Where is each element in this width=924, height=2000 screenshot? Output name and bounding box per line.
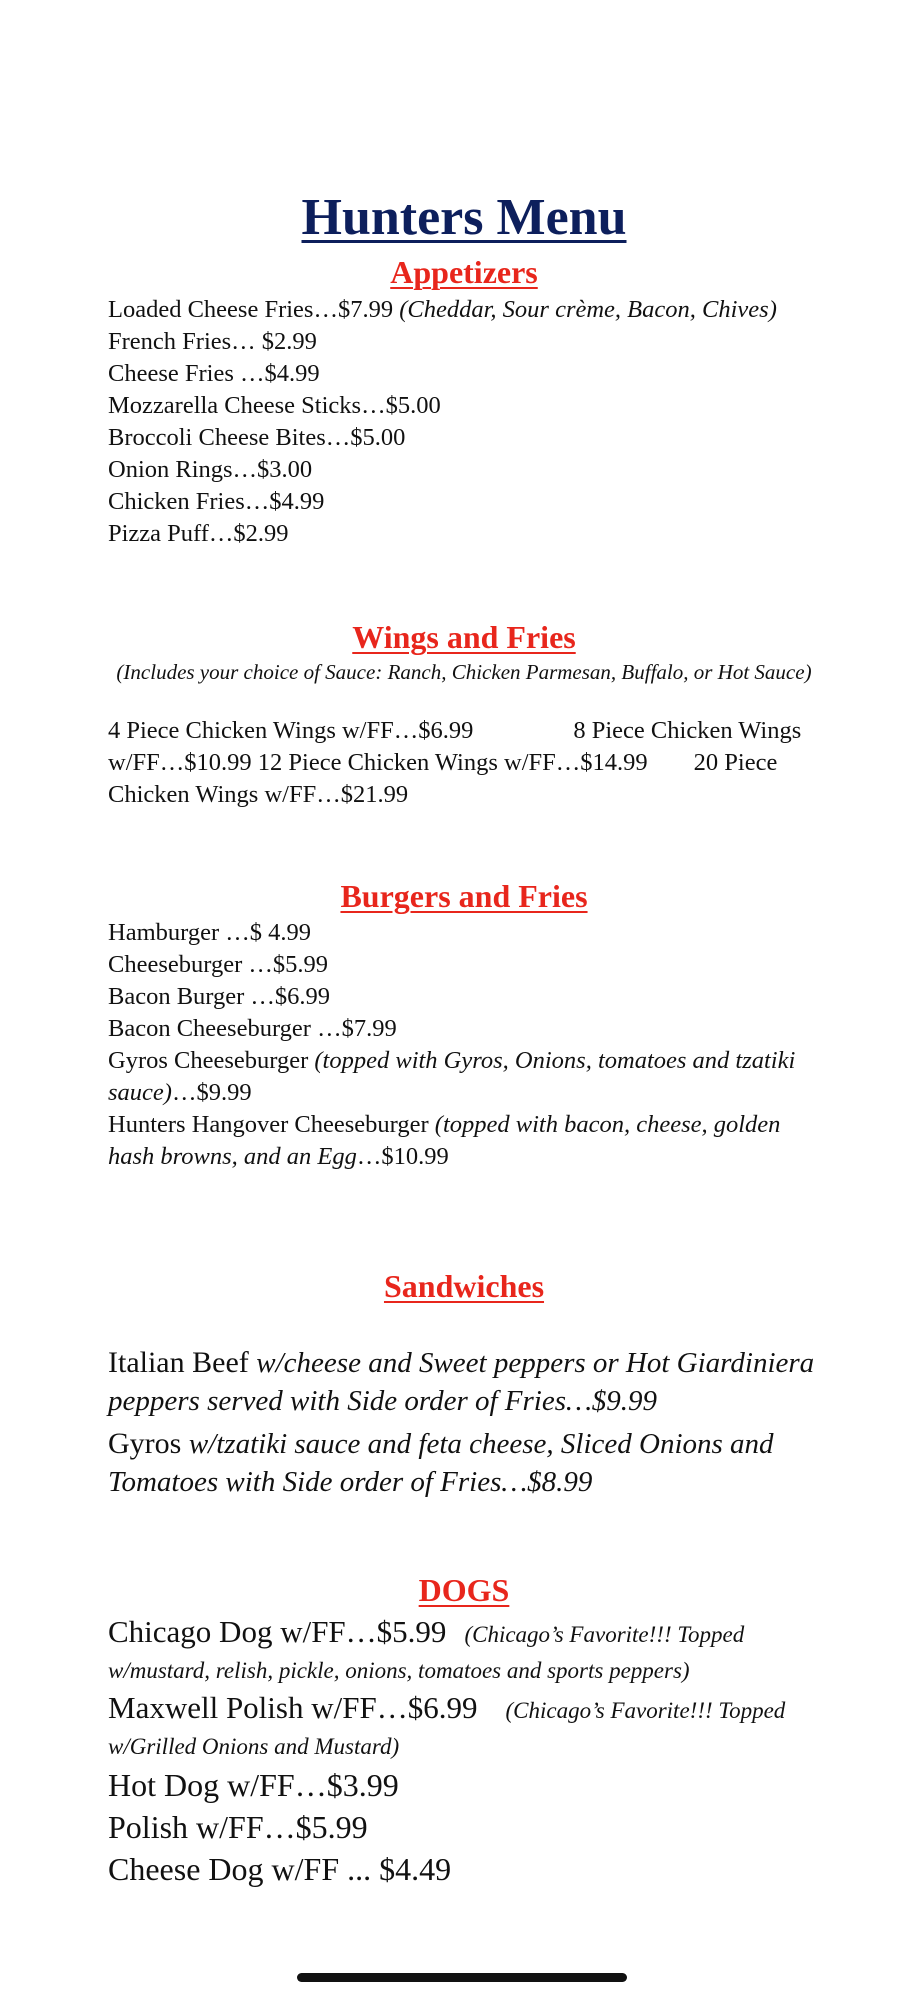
item-text: Gyros Cheeseburger xyxy=(108,1047,315,1074)
menu-title-wrap xyxy=(108,188,820,248)
menu-title: Hunters Menu xyxy=(301,189,627,246)
item-name: Italian Beef xyxy=(108,1346,257,1379)
menu-item: Hamburger …$ 4.99 xyxy=(108,919,311,946)
item-text: Chicago Dog w/FF…$5.99 xyxy=(108,1614,447,1649)
wings-heading-wrap xyxy=(108,617,820,657)
item-name: Gyros xyxy=(108,1427,189,1460)
item-note: (topped with bacon, cheese, golden hash browns, and an Egg xyxy=(108,1111,781,1170)
menu-item: Chicken Fries…$4.99 xyxy=(108,488,325,515)
sandwiches-list xyxy=(108,1344,824,1501)
item-desc: w/cheese and Sweet peppers or Hot Giardiniera peppers served with Side order of Fries…$9.99 xyxy=(108,1347,815,1417)
menu-item: Cheese Dog w/FF ... $4.49 xyxy=(108,1851,452,1887)
home-indicator[interactable] xyxy=(297,1973,627,1982)
appetizers-list xyxy=(108,294,820,550)
burgers-list xyxy=(108,917,820,1173)
dogs-list xyxy=(108,1614,828,1890)
appetizers-heading-wrap xyxy=(108,252,820,292)
menu-item: 8 Piece Chicken Wings w/FF…$10.99 xyxy=(108,717,802,776)
menu-item: Bacon Cheeseburger …$7.99 xyxy=(108,1015,397,1042)
menu-item: Polish w/FF…$5.99 xyxy=(108,1809,368,1845)
menu-item: French Fries… $2.99 xyxy=(108,328,317,355)
item-note: (Chicago’s Favorite!!! Topped w/mustard, relish, pickle, onions, tomatoes and sports peppers) xyxy=(108,1622,745,1683)
menu-item xyxy=(108,1045,820,1109)
menu-item: 4 Piece Chicken Wings w/FF…$6.99 xyxy=(108,717,474,744)
menu-item: Pizza Puff…$2.99 xyxy=(108,520,289,547)
menu-item: Bacon Burger …$6.99 xyxy=(108,983,331,1010)
section-heading-wings: Wings and Fries xyxy=(352,619,576,655)
burgers-heading-wrap xyxy=(108,876,820,916)
item-desc: w/tzatiki sauce and feta cheese, Sliced Onions and Tomatoes with Side order of Fries…$8.99 xyxy=(108,1428,774,1498)
item-price: …$9.99 xyxy=(171,1079,252,1106)
item-note: (Cheddar, Sour crème, Bacon, Chives) xyxy=(399,296,777,323)
dogs-heading-wrap xyxy=(108,1570,820,1610)
section-heading-appetizers: Appetizers xyxy=(390,254,538,290)
menu-item: Mozzarella Cheese Sticks…$5.00 xyxy=(108,392,441,419)
menu-item: 20 Piece Chicken Wings w/FF…$21.99 xyxy=(108,749,778,808)
menu-item: Broccoli Cheese Bites…$5.00 xyxy=(108,424,406,451)
wings-list xyxy=(108,715,820,811)
menu-item xyxy=(108,1690,828,1762)
item-text: Loaded Cheese Fries…$7.99 xyxy=(108,296,400,323)
wings-sauce-note: (Includes your choice of Sauce: Ranch, Chicken Parmesan, Buffalo, or Hot Sauce) xyxy=(116,660,812,684)
menu-item: Onion Rings…$3.00 xyxy=(108,456,313,483)
menu-item: 12 Piece Chicken Wings w/FF…$14.99 xyxy=(257,749,648,776)
menu-item xyxy=(108,1109,820,1173)
menu-item: Cheese Fries …$4.99 xyxy=(108,360,320,387)
item-note: (topped with Gyros, Onions, tomatoes and tzatiki sauce) xyxy=(108,1047,796,1106)
menu-item xyxy=(108,1614,828,1686)
item-note: (Chicago’s Favorite!!! Topped w/Grilled Onions and Mustard) xyxy=(108,1698,786,1759)
menu-item: Cheeseburger …$5.99 xyxy=(108,951,328,978)
item-price: …$10.99 xyxy=(356,1143,449,1170)
item-text: Maxwell Polish w/FF…$6.99 xyxy=(108,1690,478,1725)
section-heading-burgers: Burgers and Fries xyxy=(340,878,588,914)
menu-item xyxy=(108,294,820,326)
menu-item xyxy=(108,1344,824,1420)
menu-item: Hot Dog w/FF…$3.99 xyxy=(108,1767,399,1803)
section-heading-sandwiches: Sandwiches xyxy=(383,1268,545,1304)
sandwiches-heading-wrap xyxy=(108,1266,820,1306)
section-heading-dogs: DOGS xyxy=(418,1572,510,1608)
item-text: Hunters Hangover Cheeseburger xyxy=(108,1111,435,1138)
menu-item xyxy=(108,1425,824,1501)
